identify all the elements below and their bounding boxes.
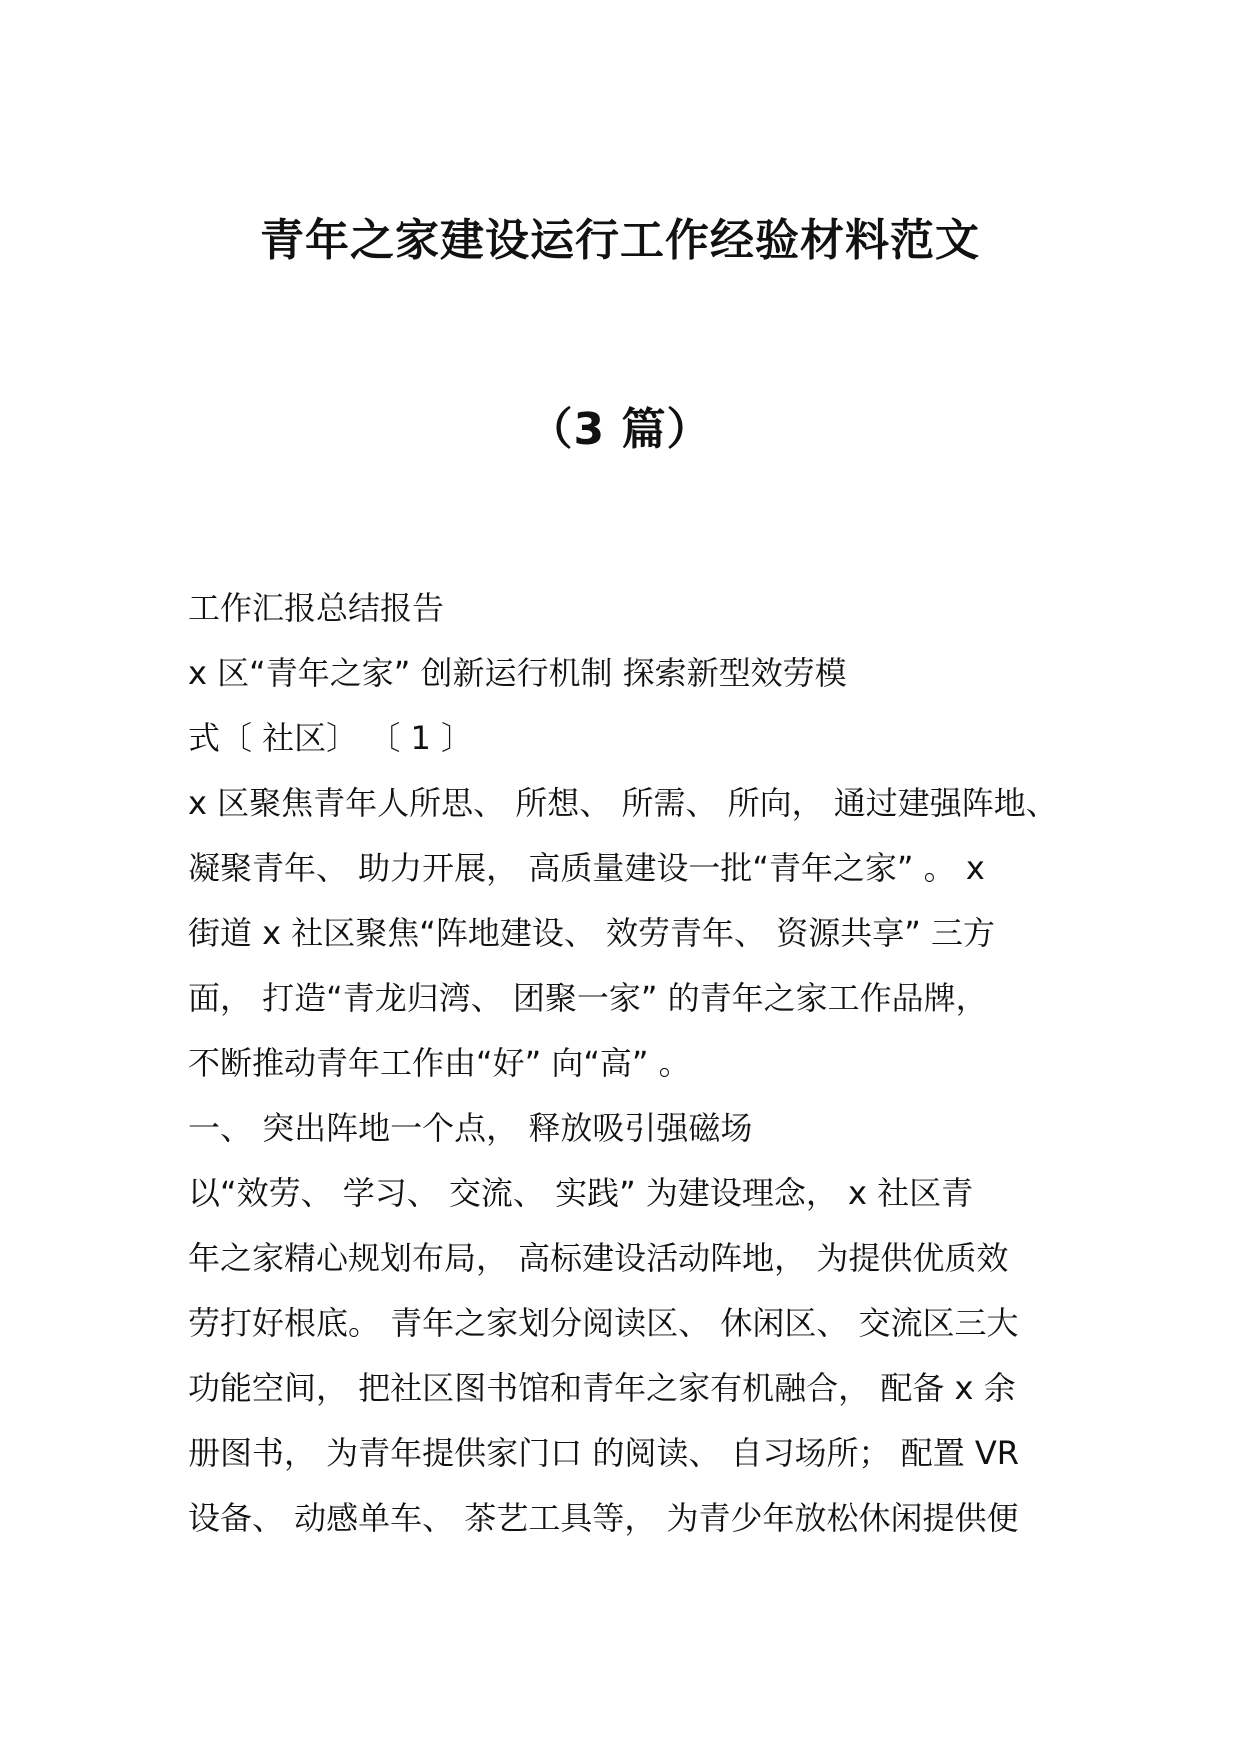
text-line: 街道 x 社区聚焦“阵地建设、 效劳青年、 资源共享” 三方 — [188, 914, 995, 952]
text-line: 面， 打造“青龙归湾、 团聚一家” 的青年之家工作品牌， — [188, 979, 988, 1017]
document-title: 青年之家建设运行工作经验材料范文 — [260, 215, 980, 266]
text-line: 劳打好根底。 青年之家划分阅读区、 休闲区、 交流区三大 — [188, 1304, 1019, 1342]
document-body — [188, 576, 1068, 1551]
text-line: x 区聚焦青年人所思、 所想、 所需、 所向， 通过建强阵地、 — [188, 784, 1058, 822]
text-line: 以“效劳、 学习、 交流、 实践” 为建设理念， x 社区青 — [188, 1174, 974, 1212]
document-subtitle: （3 篇） — [528, 404, 712, 455]
text-line: 不断推动青年工作由“好” 向“高” 。 — [188, 1044, 691, 1082]
text-line: 年之家精心规划布局， 高标建设活动阵地， 为提供优质效 — [188, 1239, 1009, 1277]
section-heading: 一、 突出阵地一个点， 释放吸引强磁场 — [188, 1109, 753, 1147]
text-line: 功能空间， 把社区图书馆和青年之家有机融合， 配备 x 余 — [188, 1369, 1016, 1407]
text-line: x 区“青年之家” 创新运行机制 探索新型效劳模 — [188, 654, 847, 692]
text-line: 设备、 动感单车、 茶艺工具等， 为青少年放松休闲提供便 — [188, 1499, 1019, 1537]
text-line: 式〔 社区〕 〔 1 〕 — [188, 719, 474, 757]
text-line: 凝聚青年、 助力开展， 高质量建设一批“青年之家” 。 x — [188, 849, 985, 887]
text-line: 册图书， 为青年提供家门口 的阅读、 自习场所； 配置 VR — [188, 1434, 1019, 1472]
text-line: 工作汇报总结报告 — [188, 589, 445, 627]
